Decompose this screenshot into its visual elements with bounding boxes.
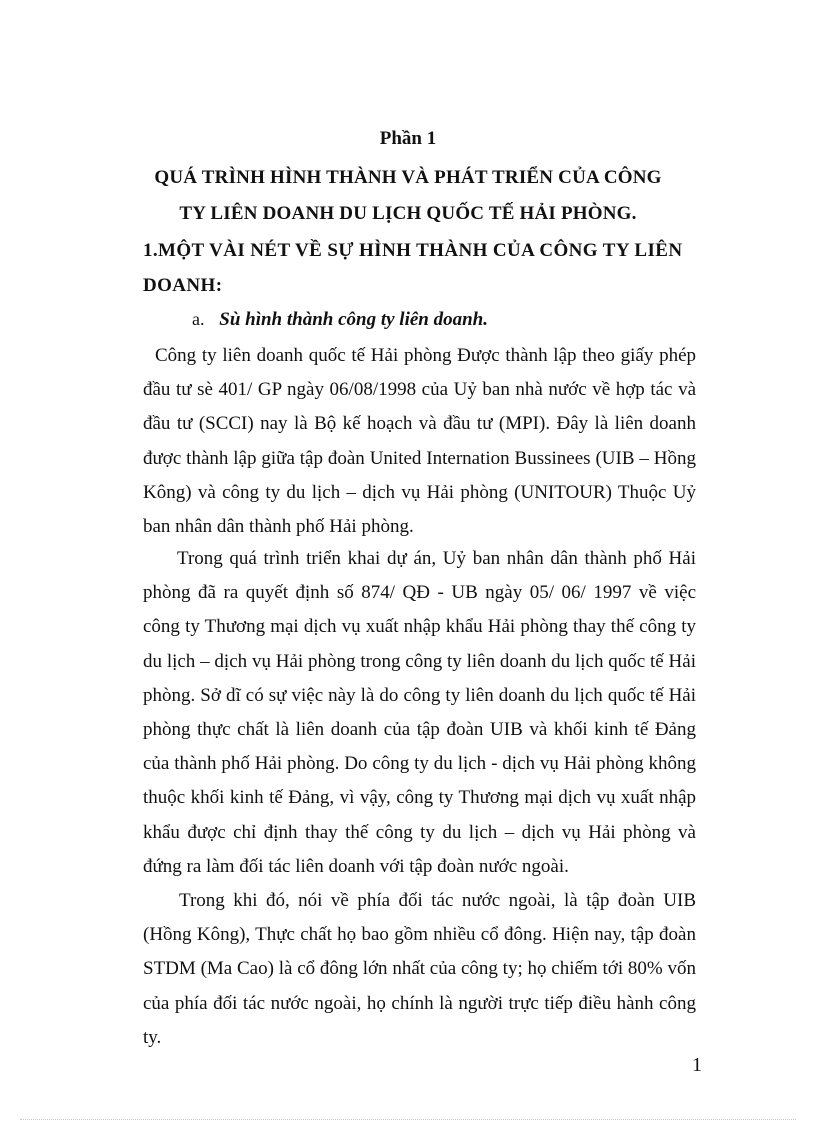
paragraph-3: Trong khi đó, nói về phía đối tác nước ngoài, là tập đoàn UIB (Hồng Kông), Thực chất họ bao gồm nhiều cổ đông. Hiện nay, tập đoàn STDM (Ma Cao) là cổ đông lớn nhất của công ty; họ chiếm tới 80% vốn của phía đối tác nước ngoài, họ chính là người trực tiếp điều hành công ty.: [143, 890, 696, 1048]
subsection-title: Sù hình thành công ty liên doanh.: [219, 309, 488, 330]
section-heading-line-2: DOANH:: [143, 275, 223, 296]
main-heading-line-2: TY LIÊN DOANH DU LỊCH QUỐC TẾ HẢI PHÒNG.: [179, 203, 637, 224]
subsection-heading: [192, 309, 488, 331]
paragraph-2: Trong quá trình triển khai dự án, Uỷ ban nhân dân thành phố Hải phòng đã ra quyết định số 874/ QĐ - UB ngày 05/ 06/ 1997 về việc công ty Thương mại dịch vụ xuất nhập khẩu Hải phòng thay thế công ty du lịch – dịch vụ Hải phòng trong công ty liên doanh du lịch quốc tế Hải phòng. Sở dĩ có sự việc này là do công ty liên doanh du lịch quốc tế Hải phòng thực chất là liên doanh của tập đoàn UIB và khối kinh tế Đảng của thành phố Hải phòng. Do công ty du lịch - dịch vụ Hải phòng không thuộc khối kinh tế Đảng, vì vậy, công ty Thương mại dịch vụ xuất nhập khẩu được chỉ định thay thế công ty du lịch – dịch vụ Hải phòng và đứng ra làm đối tác liên doanh với tập đoàn nước ngoài.: [143, 548, 696, 877]
page-number: 1: [692, 1054, 702, 1076]
subsection-letter: a.: [192, 309, 205, 329]
paragraph-1: Công ty liên doanh quốc tế Hải phòng Được thành lập theo giấy phép đầu tư sè 401/ GP ngày 06/08/1998 của Uỷ ban nhà nước về hợp tác và đầu tư (SCCI) nay là Bộ kế hoạch và đầu tư (MPI). Đây là liên doanh được thành lập giữa tập đoàn United Internation Bussinees (UIB – Hồng Kông) và công ty du lịch – dịch vụ Hải phòng (UNITOUR) Thuộc Uỷ ban nhân dân thành phố Hải phòng.: [143, 345, 696, 538]
page-bottom-divider: [20, 1119, 796, 1120]
part-title: Phần 1: [379, 128, 437, 149]
section-heading-line-1: 1.MỘT VÀI NÉT VỀ SỰ HÌNH THÀNH CỦA CÔNG TY LIÊN: [143, 240, 683, 261]
main-heading-line-1: QUÁ TRÌNH HÌNH THÀNH VÀ PHÁT TRIỂN CỦA CÔNG: [154, 167, 662, 188]
